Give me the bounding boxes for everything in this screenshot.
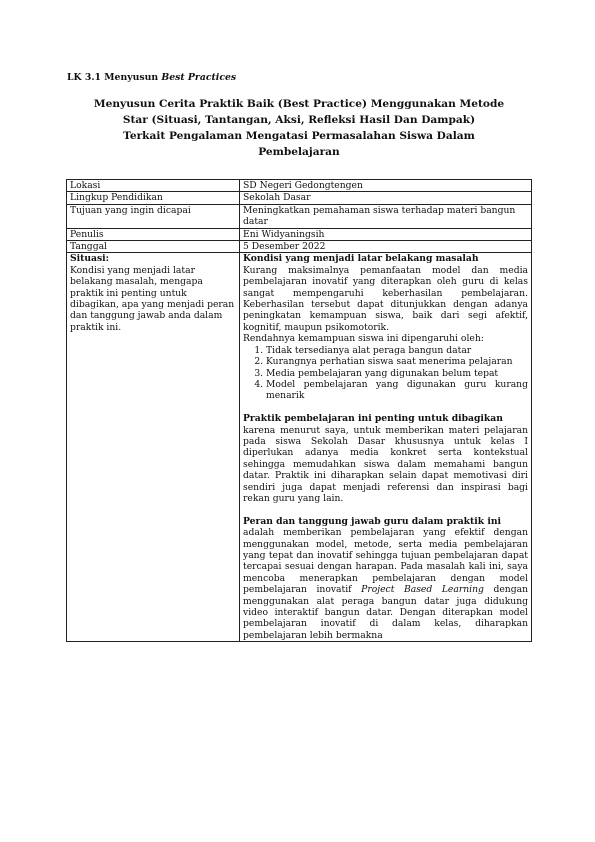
row-value: Meningkatkan pemahaman siswa terhadap materi bangun datar — [240, 204, 532, 228]
list-item: 3. Media pembelajaran yang digunakan belum tepat — [266, 368, 528, 379]
title-line: Pembelajaran — [258, 146, 340, 158]
worksheet-label: LK 3.1 Menyusun Best Practices — [67, 72, 237, 83]
situasi-cell — [67, 253, 240, 642]
row-value: Eni Widyaningsih — [240, 228, 532, 240]
table-row — [67, 180, 532, 192]
section-heading: Praktik pembelajaran ini penting untuk dibagikan — [243, 413, 503, 425]
cause-list — [243, 345, 528, 402]
document-title — [68, 96, 530, 160]
list-item: 1. Tidak tersedianya alat peraga bangun datar — [266, 345, 528, 356]
row-label: Lingkup Pendidikan — [67, 192, 240, 204]
situasi-content — [240, 253, 532, 642]
row-value: 5 Desember 2022 — [240, 241, 532, 253]
table-row-situasi — [67, 253, 532, 642]
table-row — [67, 192, 532, 204]
table-row — [67, 204, 532, 228]
situasi-prompt: Kondisi yang menjadi latar belakang masalah, mengapa praktik ini penting untuk dibagikan, apa yang menjadi peran dan tanggung jawab anda dalam praktik ini. — [70, 264, 235, 333]
paragraph: karena menurut saya, untuk memberikan materi pelajaran pada siswa Sekolah Dasar khususnya untuk kelas I diperlukan adanya media konkret serta kontekstual sehingga memudahkan siswa dalam memahami bangun datar. Praktik ini diharapkan selain dapat memotivasi diri sendiri juga dapat menjadi referensi dan inspirasi bagi rekan guru yang lain. — [243, 424, 528, 504]
row-value: SD Negeri Gedongtengen — [240, 180, 532, 192]
row-label: Tanggal — [67, 241, 240, 253]
spacer — [243, 402, 528, 413]
paragraph: adalah memberikan pembelajaran yang efektif dengan menggunakan model, metode, serta media pembelajaran yang tepat dan inovatif sehingga tujuan pembelajaran dapat tercapai sesuai dengan harapan. Pada masalah kali ini, saya mencoba menerapkan pembelajaran dengan model pembelajaran inovatif Project Based Learning dengan menggunakan alat peraga bangun datar juga didukung video interaktif bangun datar. Dengan diterapkan model pembelajaran inovatif di dalam kelas, diharapkan pembelajaran lebih bermakna — [243, 527, 528, 641]
section-heading: Kondisi yang menjadi latar belakang masalah — [243, 253, 479, 265]
row-value: Sekolah Dasar — [240, 192, 532, 204]
row-label: Penulis — [67, 228, 240, 240]
practice-table — [66, 179, 532, 642]
paragraph: Rendahnya kemampuan siswa ini dipengaruhi oleh: — [243, 333, 484, 345]
section-heading: Peran dan tanggung jawab guru dalam praktik ini — [243, 515, 502, 527]
title-line: Menyusun Cerita Praktik Baik (Best Practice) Menggunakan Metode — [93, 98, 505, 110]
row-label: Tujuan yang ingin dicapai — [67, 204, 240, 228]
list-item: 4. Model pembelajaran yang digunakan guru kurang menarik — [266, 379, 528, 402]
table-row — [67, 228, 532, 240]
spacer — [243, 504, 528, 515]
paragraph: Kurang maksimalnya pemanfaatan model dan media pembelajaran inovatif yang diterapkan oleh guru di kelas sangat mempengaruhi keberhasilan pembelajaran. Keberhasilan tersebut dapat ditunjukkan dengan adanya peningkatan kemampuan siswa, baik dari segi afektif, kognitif, maupun psikomotorik. — [243, 264, 528, 333]
title-line: Terkait Pengalaman Mengatasi Permasalahan Siswa Dalam — [123, 130, 475, 142]
situasi-label: Situasi: — [70, 253, 110, 265]
table-row — [67, 241, 532, 253]
title-line: Star (Situasi, Tantangan, Aksi, Refleksi Hasil Dan Dampak) — [122, 114, 476, 126]
list-item: 2. Kurangnya perhatian siswa saat menerima pelajaran — [266, 356, 528, 367]
row-label: Lokasi — [67, 180, 240, 192]
